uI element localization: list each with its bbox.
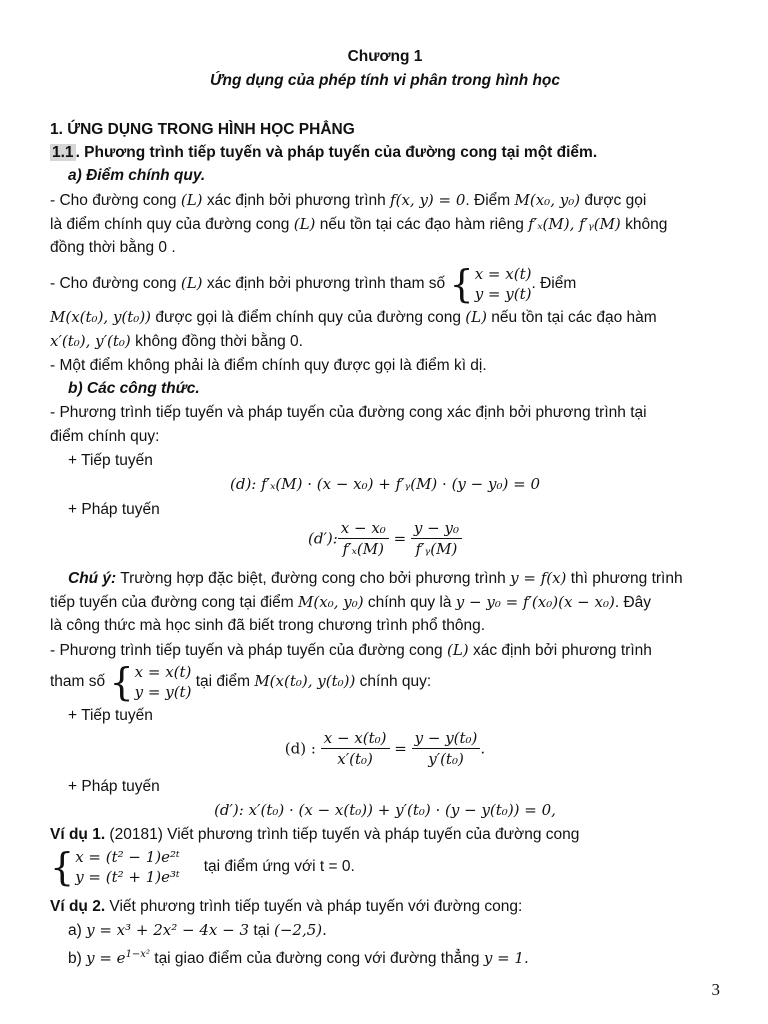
- text: a): [68, 922, 87, 939]
- page-number: 3: [711, 980, 720, 999]
- eq-lhs: (d) :: [284, 739, 316, 758]
- note-line1: [68, 568, 720, 589]
- p2-line3: [50, 331, 720, 352]
- eq-tangent: (d): f′ₓ(M) · (x − x₀) + f′ᵧ(M) · (y − y₀) = 0: [229, 475, 540, 493]
- p3: - Một điểm không phải là điểm chính quy được gọi là điểm kì dị.: [50, 357, 487, 374]
- math-L: (L): [446, 641, 469, 659]
- text: tại điểm ứng với t = 0.: [203, 858, 355, 876]
- denominator: f′ₓ(M): [342, 540, 384, 558]
- math-M: M(x(t₀), y(t₀)): [254, 672, 356, 691]
- math-deriv: f′ₓ(M), f′ᵧ(M): [528, 215, 621, 233]
- numerator: y − y₀: [411, 518, 462, 539]
- text: tại giao điểm của đường cong với đường thẳng: [149, 950, 484, 968]
- fraction: [321, 728, 390, 769]
- math-L: (L): [293, 215, 316, 233]
- math-eq: y = e: [86, 949, 126, 968]
- example-1-line: [50, 825, 720, 845]
- example-label: Ví dụ 1.: [50, 826, 106, 843]
- denominator: x′(t₀): [337, 750, 373, 768]
- param-system: [135, 662, 192, 702]
- text: không đồng thời bằng 0.: [130, 333, 303, 350]
- subsection-text: . Phương trình tiếp tuyến và pháp tuyến của đường cong tại một điểm.: [75, 144, 598, 161]
- numerator: y − y(t₀): [412, 728, 481, 749]
- math-eq: f(x, y) = 0: [390, 191, 466, 209]
- note-label: Chú ý:: [68, 570, 117, 587]
- brace-icon: {: [50, 845, 75, 889]
- eq-param-normal: (d′): x′(t₀) · (x − x(t₀)) + y′(t₀) · (y − y(t₀)) = 0,: [214, 801, 556, 819]
- tiep-tuyen-label-2: + Tiếp tuyến: [68, 707, 153, 724]
- eq-lhs: (d′):: [308, 529, 338, 548]
- math-M: M(x(t₀), y(t₀)): [50, 308, 152, 326]
- item-a-heading: a) Điểm chính quy.: [68, 167, 206, 184]
- math-exponent: 1−x²: [125, 949, 150, 960]
- subsection-number: 1.1: [52, 144, 74, 161]
- text: không: [620, 216, 668, 233]
- p4-line1: - Phương trình tiếp tuyến và pháp tuyến của đường cong xác định bởi phương trình tại: [50, 404, 647, 421]
- text: Trường hợp đặc biệt, đường cong cho bởi phương trình: [116, 570, 511, 587]
- text: . Điểm: [531, 275, 577, 293]
- text: tại điểm: [191, 673, 255, 691]
- sys-x: x = x(t): [474, 265, 532, 283]
- text: b): [68, 950, 87, 968]
- eq-normal: [50, 518, 720, 559]
- denominator: y′(t₀): [428, 750, 464, 768]
- text: xác định bởi phương trình: [202, 192, 391, 209]
- math-eq: y − y₀ = f′(x₀)(x − x₀): [455, 593, 615, 611]
- text: nếu tồn tại các đạo hàm riêng: [315, 216, 529, 233]
- p5-line2: [50, 662, 720, 702]
- param-system: [475, 264, 532, 304]
- fraction: [411, 518, 462, 559]
- p1-line3: đồng thời bằng 0 .: [50, 239, 176, 256]
- text: chính quy là: [363, 594, 456, 611]
- sys-y: y = (t² + 1)e³ᵗ: [75, 868, 180, 886]
- p1-line1: [50, 190, 720, 211]
- chapter-title: Ứng dụng của phép tính vi phân trong hình học: [209, 72, 561, 89]
- brace-icon: {: [449, 262, 474, 306]
- numerator: x − x₀: [338, 518, 389, 539]
- example-label: Ví dụ 2.: [50, 898, 106, 915]
- text: tiếp tuyến của đường cong tại điểm: [50, 594, 299, 611]
- text: - Cho đường cong: [50, 192, 181, 209]
- numerator: x − x(t₀): [321, 728, 390, 749]
- text: nếu tồn tại các đạo hàm: [486, 309, 657, 326]
- phap-tuyen-label-2: + Pháp tuyến: [68, 778, 160, 795]
- text: . Đây: [614, 594, 652, 611]
- text: thì phương trình: [566, 570, 683, 587]
- math-deriv: x′(t₀), y′(t₀): [50, 332, 131, 350]
- eq-param-tangent: (d) : $\frac{\text{x − x(t₀)}}{\text{x′(t₀)}}$ = $\frac{\text{y − y(t₀)}}{\text{y′(t₀)}}$ .: [284, 729, 486, 768]
- p4-line2: điểm chính quy:: [50, 428, 160, 445]
- note-line2: [50, 592, 720, 613]
- brace-icon: {: [109, 660, 134, 704]
- math-M: M(x₀, y₀): [298, 593, 364, 611]
- text: - Phương trình tiếp tuyến và pháp tuyến của đường cong: [50, 642, 447, 659]
- chapter-label: Chương 1: [347, 48, 423, 65]
- sys-x: x = x(t): [134, 663, 192, 681]
- text: được gọi là điểm chính quy của đường cong: [151, 309, 466, 326]
- equals: =: [388, 529, 411, 548]
- p5-line1: [50, 640, 720, 661]
- denominator: f′ᵧ(M): [415, 540, 458, 558]
- sys-y: y = y(t): [474, 285, 532, 303]
- tiep-tuyen-label-1: + Tiếp tuyến: [68, 452, 153, 469]
- example-2b: [68, 945, 720, 969]
- p1-line2: [50, 214, 720, 235]
- text: - Cho đường cong: [50, 275, 181, 293]
- math-M: M(x₀, y₀): [514, 191, 581, 209]
- math-eq: y = x³ + 2x² − 4x − 3: [86, 921, 250, 939]
- note-line3: là công thức mà học sinh đã biết trong chương trình phổ thông.: [50, 617, 486, 634]
- math-L: (L): [465, 308, 487, 326]
- p2-line1: [50, 264, 720, 304]
- sys-x: x = (t² − 1)e²ᵗ: [75, 848, 180, 866]
- text: là điểm chính quy của đường cong: [50, 216, 294, 233]
- p2-line2: [50, 307, 720, 328]
- text: (20181) Viết phương trình tiếp tuyến và pháp tuyến của đường cong: [105, 826, 580, 843]
- text: tham số: [50, 673, 110, 691]
- param-system: [75, 847, 180, 887]
- fraction: [412, 728, 481, 769]
- example-2-line: [50, 897, 720, 917]
- example-2a: [68, 920, 720, 941]
- equals: =: [389, 739, 412, 758]
- phap-tuyen-label-1: + Pháp tuyến: [68, 501, 160, 518]
- item-b-heading: b) Các công thức.: [68, 380, 200, 397]
- math-eq: y = f(x): [510, 569, 567, 587]
- text: tại: [249, 922, 275, 939]
- text: chính quy:: [355, 673, 432, 691]
- math-line: y = 1.: [483, 949, 529, 968]
- text: xác định bởi phương trình: [468, 642, 652, 659]
- sys-y: y = y(t): [134, 683, 192, 701]
- subsection-heading: [50, 143, 720, 163]
- math-point: (−2,5).: [274, 921, 327, 939]
- text: xác định bởi phương trình tham số: [202, 275, 450, 293]
- math-L: (L): [180, 274, 203, 293]
- section-heading: 1. ỨNG DỤNG TRONG HÌNH HỌC PHẲNG: [50, 121, 355, 138]
- math-L: (L): [180, 191, 203, 209]
- text: được gọi: [580, 192, 647, 209]
- example-1-system: [50, 847, 720, 887]
- text: Viết phương trình tiếp tuyến và pháp tuyến với đường cong:: [105, 898, 523, 915]
- fraction: [338, 518, 389, 559]
- text: . Điểm: [465, 192, 515, 209]
